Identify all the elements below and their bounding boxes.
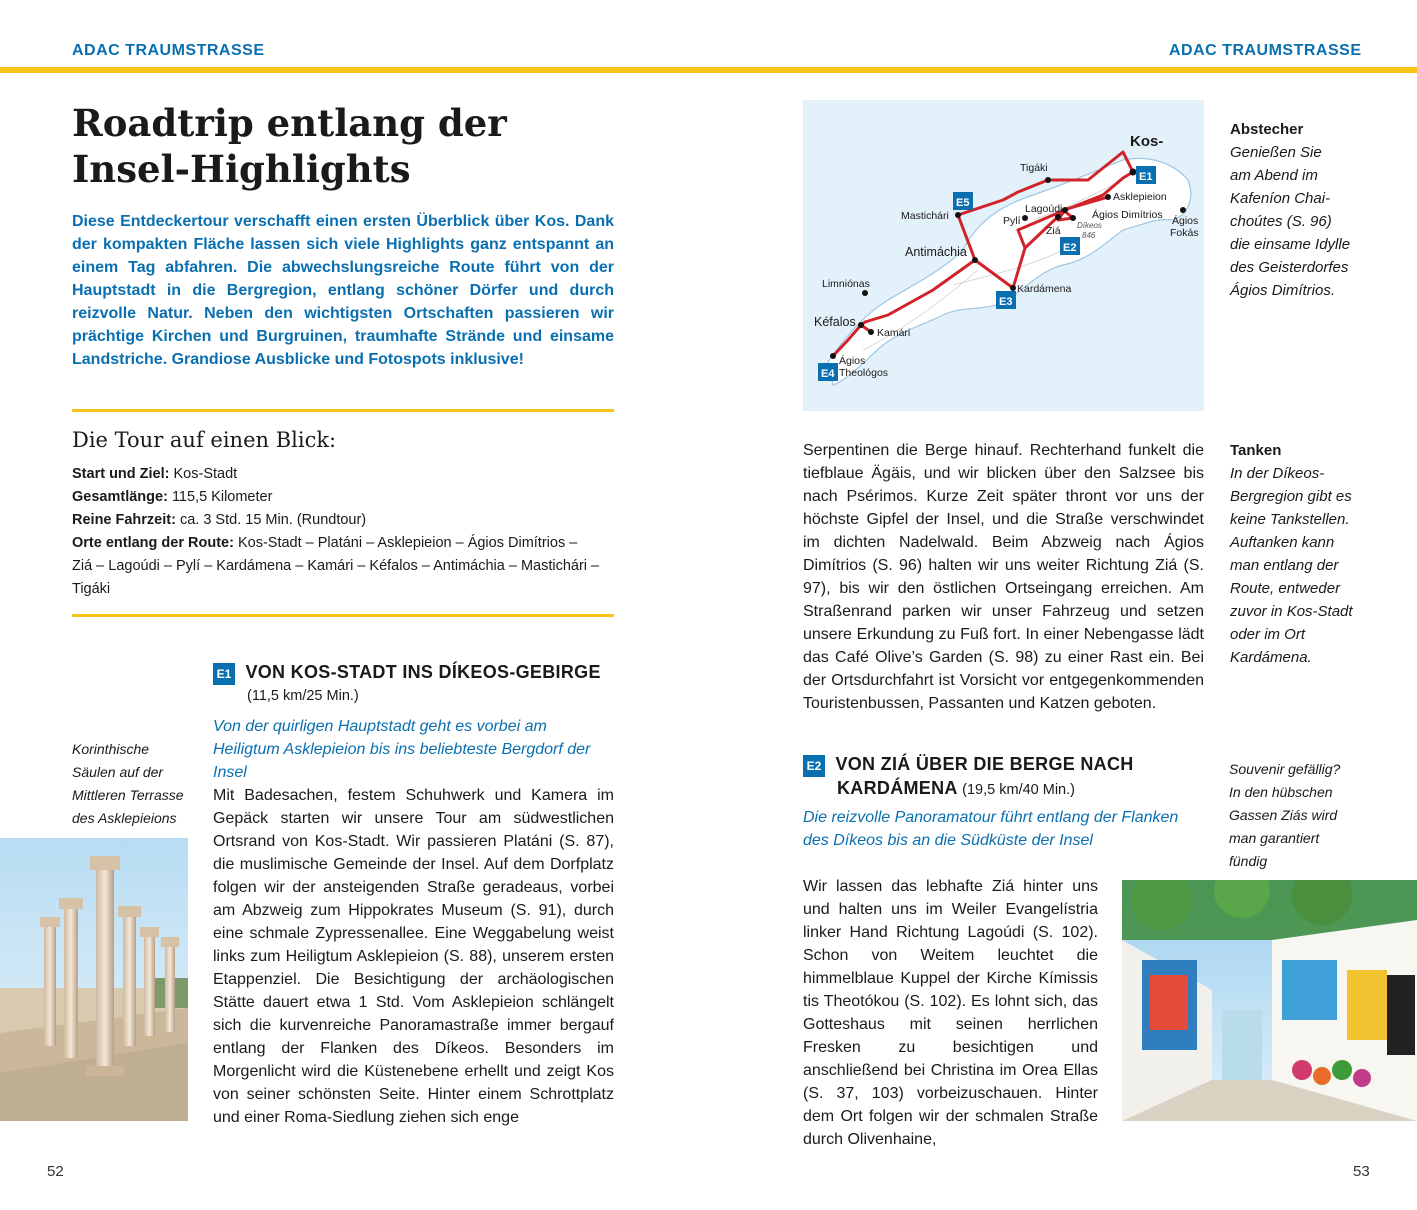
map-label-kardamena: Kardámena	[1017, 283, 1072, 295]
fact-places: Orte entlang der Route: Kos-Stadt – Platáni – Asklepieion – Ágios Dimítrios –	[72, 535, 578, 551]
tanken-heading: Tanken	[1230, 442, 1282, 459]
map-label-kamari: Kamári	[877, 327, 911, 339]
glance-title: Die Tour auf einen Blick:	[72, 428, 337, 452]
page-title	[72, 100, 632, 192]
stage-2-title-line-2: KARDÁMENA	[837, 778, 958, 798]
map-label-tigaki: Tigáki	[1020, 162, 1048, 174]
stage-badge-e1: E1	[213, 663, 235, 685]
map-badge-e4: E4	[821, 368, 835, 380]
stage-1-lead: Von der quirligen Hauptstadt geht es vorbei am Heiligtum Asklepieion bis ins beliebteste Bergdorf der Insel	[213, 718, 591, 781]
map-badge-e2: E2	[1063, 242, 1077, 254]
tour-facts	[72, 463, 617, 601]
map-label-dikeos-alt: 846	[1082, 231, 1096, 240]
map-badge-e5: E5	[956, 197, 970, 209]
map-label-agios-fokas-2: Fokás	[1170, 227, 1199, 239]
stage-badge-e2: E2	[803, 755, 825, 777]
map-label-dikeos: Díkeos	[1077, 221, 1102, 230]
asklepieion-photo	[0, 838, 188, 1121]
photo-caption-souvenir: Souvenir gefällig? In den hübschen Gassen Ziás wird man garantiert fündig	[1229, 761, 1341, 869]
route-map	[803, 100, 1204, 411]
map-label-kos: Kos-	[1130, 133, 1164, 150]
map-label-asklepieion: Asklepieion	[1113, 191, 1167, 203]
map-label-limnionas: Limniónas	[822, 278, 870, 290]
map-label-agios-fokas-1: Ágios	[1172, 215, 1199, 227]
map-label-antimachia: Antimáchia	[905, 245, 967, 259]
fact-start: Start und Ziel: Kos-Stadt	[72, 466, 238, 482]
map-badge-e1: E1	[1139, 171, 1153, 183]
photo-caption-columns: Korinthische Säulen auf der Mittleren Terrasse des Asklepieions	[72, 741, 184, 826]
map-label-kefalos: Kéfalos	[814, 315, 856, 329]
stage-2-heading	[803, 754, 1223, 777]
header-rule	[0, 67, 1417, 73]
page-number-right: 53	[1353, 1163, 1370, 1180]
fact-places-line-2: Ziá – Lagoúdi – Pylí – Kardámena – Kamári – Kéfalos – Antimáchia – Mastichári –	[72, 558, 600, 574]
title-line-1: Roadtrip entlang der	[72, 101, 507, 145]
glance-rule-bottom	[72, 614, 614, 617]
stage-1-heading	[213, 662, 623, 685]
stage-1-body-continued: Serpentinen die Berge hinauf. Rechterhand funkelt die tiefblaue Ägäis, und wir blicken über den Salzsee bis nach Psérimos. Kurze Zeit später thront vor uns der höchste Gipfel der Insel, und die Straße verschwindet im dichten Nadelwald. Beim Abzweig nach Ágios Dimítrios (S. 96) halten wir uns weiter Richtung Ziá (S. 97), bis wir den östlichen Ortseingang erreichen. Am Straßenrand parken wir unser Fahrzeug und setzen unsere Erkundung zu Fuß fort. In einer Nebengasse lädt das Café Olive’s Garden (S. 98) zu einer Rast ein. Bei der Ortsdurchfahrt ist Vorsicht vor entgegenkommenden Touristenbussen, Passanten und Katzen geboten.	[803, 442, 1204, 712]
running-header-right: ADAC TRAUMSTRASSE	[1169, 42, 1362, 59]
map-badge-e3: E3	[999, 296, 1013, 308]
tanken-box: Tanken In der Díkeos- Bergregion gibt es keine Tankstellen. Auftanken kann man entlang der Route, entweder zuvor in Kos-Stadt oder im Ort Kardámena.	[1230, 439, 1380, 669]
fact-length: Gesamtlänge: 115,5 Kilometer	[72, 489, 273, 505]
stage-2-title-line-1: VON ZIÁ ÜBER DIE BERGE NACH	[835, 754, 1134, 774]
running-header-left: ADAC TRAUMSTRASSE	[72, 42, 265, 59]
map-label-pyli: Pylí	[1003, 215, 1021, 227]
map-label-agios-theologos-2: Theológos	[839, 367, 889, 379]
stage-1-meta: (11,5 km/25 Min.)	[247, 688, 359, 704]
abstecher-heading: Abstecher	[1230, 121, 1304, 138]
page-number-left: 52	[47, 1163, 64, 1180]
map-label-zia: Ziá	[1046, 225, 1061, 237]
intro-paragraph: Diese Entdeckertour verschafft einen ersten Überblick über Kos. Dank der kompakten Fläche lassen sich viele Highlights ganz entspannt an einem Tag abfahren. Die abwechslungsreiche Route führt von der Hauptstadt in die Bergregion, entlang schöner Dörfer und durch reizvolle Natur. Neben den wichtigsten Ortschaften passieren wir prächtige Kirchen und Burgruinen, traumhafte Strände und einsame Landstriche. Grandiose Ausblicke und Fotospots inklusive!	[72, 213, 614, 368]
map-label-agios-dimitrios: Ágios Dimítrios	[1092, 209, 1163, 221]
stage-2-body: Wir lassen das lebhafte Ziá hinter uns und halten uns im Weiler Evangelístria linker Hand Richtung Lagoúdi (S. 102). Schon von Weitem leuchtet die himmelblaue Kuppel der Kirche Kímissis tis Theotókou (S. 102). Es lohnt sich, das Gotteshaus mit seinen herrlichen Fresken zu besichtigen und anschließend bei Christina im Orea Ellas (S. 37, 103) vorbeizuschauen. Hinter dem Ort folgen wir der schmalen Straße durch Olivenhaine,	[803, 878, 1098, 1148]
title-line-2: Insel-Highlights	[72, 147, 411, 191]
stage-1-body: Mit Badesachen, festem Schuhwerk und Kamera im Gepäck starten wir unsere Tour am südwestlichen Ortsrand von Kos-Stadt. Wir passieren Platáni (S. 87), die muslimische Gemeinde der Insel. Auf dem Dorfplatz folgen wir der ansteigenden Straße geradeaus, vorbei am Abzweig zum Hippokrates Museum (S. 91), durch eine schmale Zypressenallee. Eine Weggabelung weist links zum Heiligtum Asklepieion (S. 88), unserem ersten Etappenziel. Die Besichtigung der archäologischen Stätte dauert etwa 1 Std. Vom Asklepieion schlängelt sich die kurvenreiche Panoramastraße immer bergauf entlang der Flanken des Díkeos. Besonders im Morgenlicht wird die Küstenebene erhellt und zeigt Kos von seiner schönsten Seite. Hinter einem Schrottplatz und einer Roma-Siedlung ziehen sich enge	[213, 787, 614, 1126]
map-label-lagoudi: Lagoúdi	[1025, 203, 1063, 215]
stage-2-heading-line-2	[837, 778, 1217, 799]
map-label-agios-theologos-1: Ágios	[839, 355, 866, 367]
zia-alley-photo	[1122, 880, 1417, 1121]
stage-2-meta: (19,5 km/40 Min.)	[962, 782, 1075, 798]
map-label-mastichari: Mastichári	[901, 210, 949, 222]
abstecher-box: Abstecher Genießen Sie am Abend im Kafeníon Chai- choútes (S. 96) die einsame Idylle des Geisterdorfes Ágios Dimítrios.	[1230, 118, 1380, 302]
stage-2-lead: Die reizvolle Panoramatour führt entlang der Flanken des Díkeos bis an die Südküste der Insel	[803, 809, 1179, 849]
glance-rule-top	[72, 409, 614, 412]
fact-time: Reine Fahrzeit: ca. 3 Std. 15 Min. (Rundtour)	[72, 512, 367, 528]
fact-places-line-3: Tigáki	[72, 581, 111, 597]
stage-1-title: VON KOS-STADT INS DÍKEOS-GEBIRGE	[245, 662, 601, 682]
